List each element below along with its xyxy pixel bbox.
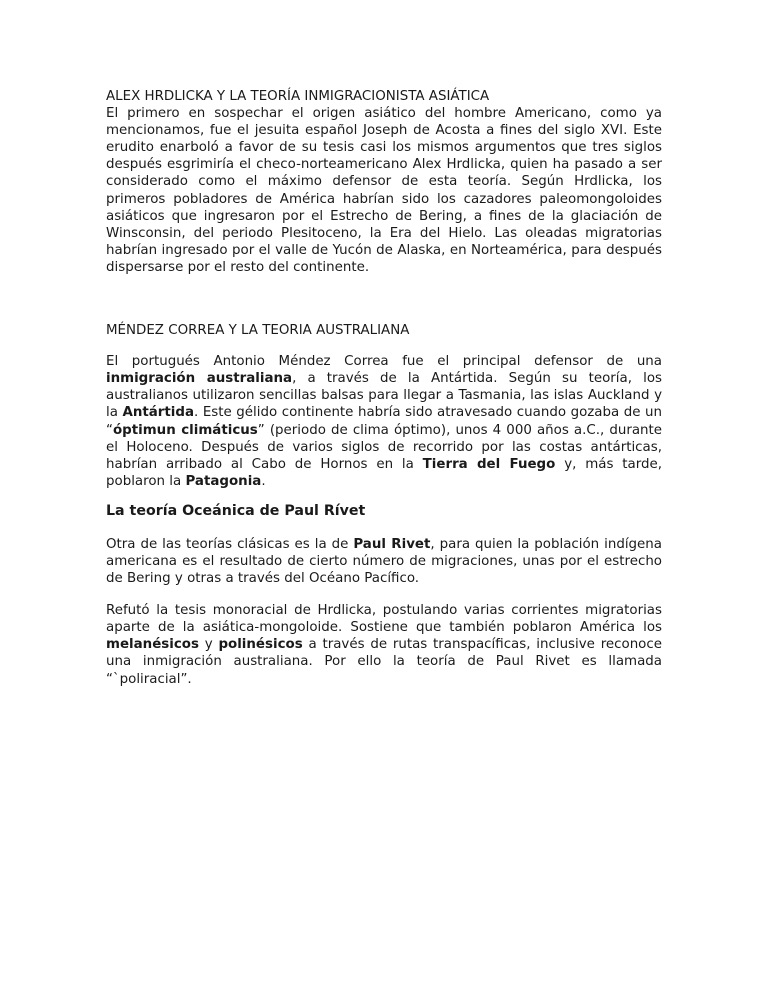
- paragraph-mendez-correa: [106, 353, 662, 490]
- document-page: [106, 88, 662, 688]
- paragraph-rivet-1: [106, 536, 662, 587]
- bold-term: Antártida: [122, 405, 195, 421]
- text-run: y: [198, 637, 219, 653]
- text-run: El portugués Antonio Méndez Correa fue el principal defensor de una: [106, 354, 662, 370]
- text-run: , para quien la población indígena americana es el resultado de cierto número de migraciones, unas por el estrecho de Bering y otras a través del Océano Pacífico.: [106, 536, 662, 587]
- section-heading-hrdlicka: ALEX HRDLICKA Y LA TEORÍA INMIGRACIONISTA ASIÁTICA: [106, 89, 490, 104]
- section-heading-rivet: La teoría Oceánica de Paul Rívet: [106, 502, 366, 519]
- text-run: .: [261, 473, 266, 489]
- bold-term: inmigración australiana: [106, 371, 293, 387]
- bold-term: polinésicos: [218, 637, 303, 653]
- text-run: Refutó la tesis monoracial de Hrdlicka, postulando varias corrientes migratorias aparte de la asiática-mongoloide. Sostiene que también poblaron América los: [106, 603, 662, 636]
- bold-term: Tierra del Fuego: [422, 456, 556, 472]
- section-heading-mendez-correa: MÉNDEZ CORREA Y LA TEORIA AUSTRALIANA: [106, 323, 410, 339]
- text-run: a través de rutas transpacíficas, inclusive reconoce una inmigración australiana. Por ello la teoría de Paul Rivet es llamada “`poliracial”.: [106, 637, 662, 687]
- paragraph-hrdlicka: El primero en sospechar el origen asiático del hombre Americano, como ya mencionamos, fue el jesuita español Joseph de Acosta a fines del siglo XVI. Este erudito enarboló a favor de su tesis casi los mismos argumentos que tres siglos después esgrimiría el checo-norteamericano Alex Hrdlicka, quien ha pasado a ser considerado como el máximo defensor de esta teoría. Según Hrdlicka, los primeros pobladores de América habrían sido los cazadores paleomongoloides asiáticos que ingresaron por el Estrecho de Bering, a fines de la glaciación de Winsconsin, del periodo Plesitoceno, la Era del Hielo. Las oleadas migratorias habrían ingresado por el valle de Yucón de Alaska, en Norteamérica, para después dispersarse por el resto del continente.: [106, 106, 662, 275]
- text-run: . Este gélido continente habría sido atravesado cuando gozaba de un “: [106, 405, 662, 438]
- bold-term: Paul Rivet: [353, 536, 431, 552]
- text-run: ” (periodo de clima óptimo), unos 4 000 años a.C., durante el Holoceno. Después de varios siglos de recorrido por las costas antárticas, habrían arribado al Cabo de Hornos en la: [106, 422, 663, 472]
- bold-term: óptimun climáticus: [112, 422, 258, 438]
- text-run: Otra de las teorías clásicas es la de: [106, 536, 354, 552]
- bold-term: melanésicos: [106, 637, 199, 653]
- bold-term: Patagonia: [185, 473, 262, 489]
- text-run: y, más tarde, poblaron la: [106, 456, 663, 489]
- paragraph-rivet-2: [106, 602, 662, 687]
- text-run: , a través de la Antártida. Según su teoría, los australianos utilizaron sencillas balsas para llegar a Tasmania, las islas Auckland y la: [106, 371, 662, 421]
